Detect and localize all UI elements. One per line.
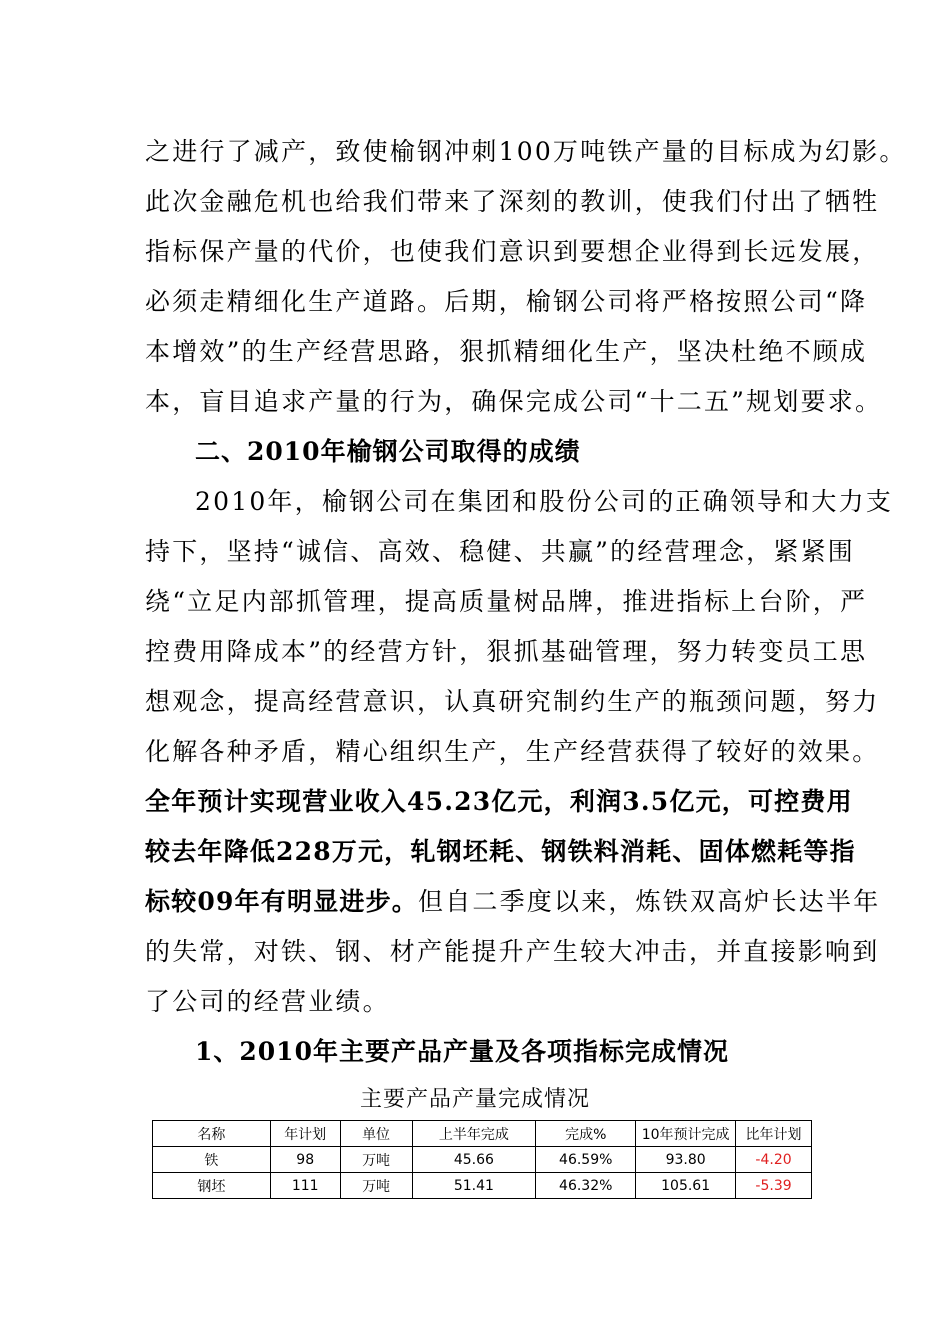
header-name: 名称 <box>153 1121 271 1147</box>
paragraph-3-line-3-bold: 标较09年有明显进步。 <box>145 887 418 916</box>
paragraph-1-line-5: 本增效”的生产经营思路，狠抓精细化生产，坚决杜绝不顾成 <box>145 337 868 366</box>
cell-annual-plan: 98 <box>270 1147 340 1173</box>
paragraph-1-line-6: 本，盲目追求产量的行为，确保完成公司“十二五”规划要求。 <box>145 387 883 416</box>
table-row <box>153 1147 812 1173</box>
section-heading-3: 1、2010年主要产品产量及各项指标完成情况 <box>195 1037 729 1066</box>
header-vs-plan: 比年计划 <box>736 1121 812 1147</box>
header-h1-complete: 上半年完成 <box>412 1121 536 1147</box>
paragraph-3-line-3-normal: 但自二季度以来，炼铁双高炉长达半年 <box>418 887 881 916</box>
header-annual-plan: 年计划 <box>270 1121 340 1147</box>
cell-name: 钢坯 <box>153 1173 271 1199</box>
cell-complete-pct: 46.32% <box>536 1173 636 1199</box>
production-table <box>152 1120 812 1199</box>
paragraph-1-line-2: 此次金融危机也给我们带来了深刻的教训，使我们付出了牺牲 <box>145 187 880 216</box>
paragraph-2-line-6: 化解各种矛盾，精心组织生产，生产经营获得了较好的效果。 <box>145 737 880 766</box>
paragraph-3-line-3 <box>145 887 881 917</box>
paragraph-1-line-1: 之进行了减产，致使榆钢冲刺100万吨铁产量的目标成为幻影。 <box>145 137 907 166</box>
cell-forecast: 93.80 <box>636 1147 736 1173</box>
paragraph-2-line-5: 想观念，提高经营意识，认真研究制约生产的瓶颈问题，努力 <box>145 687 880 716</box>
header-unit: 单位 <box>340 1121 412 1147</box>
cell-name: 铁 <box>153 1147 271 1173</box>
cell-unit: 万吨 <box>340 1147 412 1173</box>
header-forecast: 10年预计完成 <box>636 1121 736 1147</box>
cell-complete-pct: 46.59% <box>536 1147 636 1173</box>
cell-h1-complete: 51.41 <box>412 1173 536 1199</box>
paragraph-1-line-4: 必须走精细化生产道路。后期，榆钢公司将严格按照公司“降 <box>145 287 868 316</box>
paragraph-3-line-2: 较去年降低228万元，轧钢坯耗、钢铁料消耗、固体燃耗等指 <box>145 837 856 866</box>
cell-annual-plan: 111 <box>270 1173 340 1199</box>
cell-vs-plan: -5.39 <box>736 1173 812 1199</box>
paragraph-3-line-4: 的失常，对铁、钢、材产能提升产生较大冲击，并直接影响到 <box>145 937 880 966</box>
paragraph-2-line-3: 绕“立足内部抓管理，提高质量树品牌，推进指标上台阶，严 <box>145 587 868 616</box>
section-heading-2: 二、2010年榆钢公司取得的成绩 <box>195 437 581 466</box>
cell-unit: 万吨 <box>340 1173 412 1199</box>
paragraph-3-line-5: 了公司的经营业绩。 <box>145 987 390 1016</box>
table-row <box>153 1173 812 1199</box>
paragraph-2-line-2: 持下，坚持“诚信、高效、稳健、共赢”的经营理念，紧紧围 <box>145 537 855 566</box>
paragraph-3-line-1: 全年预计实现营业收入45.23亿元，利润3.5亿元，可控费用 <box>145 787 853 816</box>
cell-h1-complete: 45.66 <box>412 1147 536 1173</box>
cell-forecast: 105.61 <box>636 1173 736 1199</box>
paragraph-2-line-1: 2010年，榆钢公司在集团和股份公司的正确领导和大力支 <box>195 487 894 516</box>
header-complete-pct: 完成% <box>536 1121 636 1147</box>
table-title: 主要产品产量完成情况 <box>359 1087 590 1112</box>
paragraph-1-line-3: 指标保产量的代价，也使我们意识到要想企业得到长远发展， <box>145 237 880 266</box>
paragraph-2-line-4: 控费用降成本”的经营方针，狠抓基础管理，努力转变员工思 <box>145 637 868 666</box>
cell-vs-plan: -4.20 <box>736 1147 812 1173</box>
table-header-row <box>153 1121 812 1147</box>
